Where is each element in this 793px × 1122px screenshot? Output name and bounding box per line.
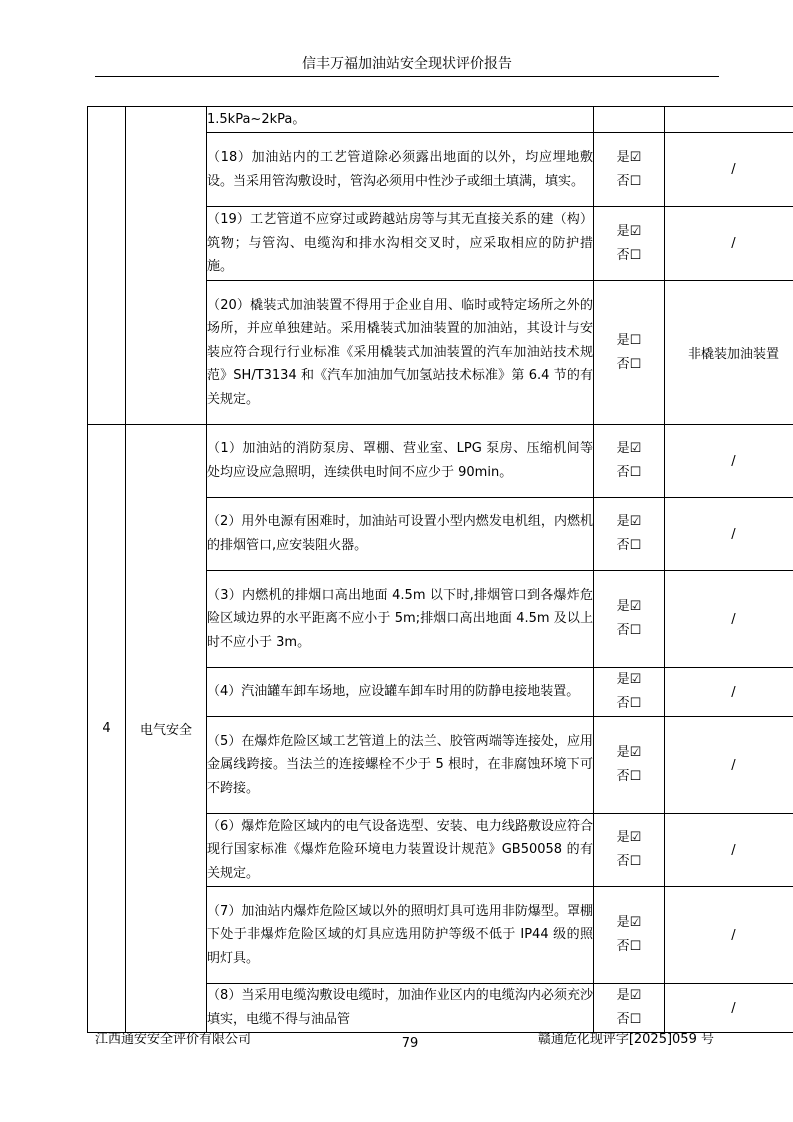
yes-no-cell bbox=[594, 571, 665, 668]
no-checkbox-label: 否☐ bbox=[616, 465, 642, 480]
yes-checkbox-label: 是☑ bbox=[616, 745, 642, 760]
evaluation-table bbox=[87, 106, 793, 1033]
note-cell: / bbox=[665, 668, 793, 717]
note-cell: / bbox=[665, 571, 793, 668]
yes-checkbox-label: 是☑ bbox=[616, 915, 642, 930]
yes-no-cell bbox=[594, 717, 665, 814]
item-text: （6）爆炸危险区域内的电气设备选型、安装、电力线路敷设应符合现行国家标准《爆炸危险环境电力装置设计规范》GB50058 的有关规定。 bbox=[207, 814, 594, 887]
yes-no-cell bbox=[594, 498, 665, 571]
yes-no-cell bbox=[594, 133, 665, 207]
item-text: （7）加油站内爆炸危险区域以外的照明灯具可选用非防爆型。罩棚下处于非爆炸危险区域的灯具应选用防护等级不低于 IP44 级的照明灯具。 bbox=[207, 887, 594, 984]
table-row bbox=[88, 107, 793, 133]
no-checkbox-label: 否☐ bbox=[616, 538, 642, 553]
footer-document-number: 赣通危化现评字[2025]059 号 bbox=[537, 1032, 714, 1047]
no-checkbox-label: 否☐ bbox=[616, 247, 642, 263]
yes-checkbox-label: 是☑ bbox=[616, 830, 642, 845]
no-checkbox-label: 否☐ bbox=[616, 1012, 642, 1027]
yes-checkbox-label: 是☑ bbox=[616, 149, 642, 165]
table-row bbox=[88, 425, 793, 498]
yes-checkbox-label: 是☐ bbox=[616, 332, 642, 348]
yes-checkbox-label: 是☑ bbox=[616, 514, 642, 529]
no-checkbox-label: 否☐ bbox=[616, 939, 642, 954]
yes-checkbox-label: 是☑ bbox=[616, 988, 642, 1003]
note-cell: / bbox=[665, 498, 793, 571]
yes-no-cell bbox=[594, 814, 665, 887]
yes-checkbox-label: 是☑ bbox=[616, 223, 642, 239]
no-checkbox-label: 否☐ bbox=[616, 769, 642, 784]
item-text: （19）工艺管道不应穿过或跨越站房等与其无直接关系的建（构）筑物；与管沟、电缆沟和排水沟相交叉时，应采取相应的防护措施。 bbox=[207, 207, 594, 281]
yes-no-cell bbox=[594, 207, 665, 281]
yes-checkbox-label: 是☑ bbox=[616, 441, 642, 456]
item-text: （3）内燃机的排烟口高出地面 4.5m 以下时,排烟管口到各爆炸危险区域边界的水平距离不应小于 5m;排烟口高出地面 4.5m 及以上时不应小于 3m。 bbox=[207, 571, 594, 668]
yes-checkbox-label: 是☑ bbox=[616, 672, 642, 687]
no-checkbox-label: 否☐ bbox=[616, 173, 642, 189]
item-text: （20）橇装式加油装置不得用于企业自用、临时或特定场所之外的场所，并应单独建站。采用橇装式加油装置的加油站，其设计与安装应符合现行行业标准《采用橇装式加油装置的汽车加油站技术规范》SH/T3134 和《汽车加油加气加氢站技术标准》第 6.4 节的有关规定。 bbox=[207, 281, 594, 425]
note-cell: / bbox=[665, 717, 793, 814]
yes-no-cell bbox=[594, 887, 665, 984]
item-text: 1.5kPa~2kPa。 bbox=[207, 107, 594, 133]
yes-no-cell bbox=[594, 107, 665, 133]
yes-no-cell bbox=[594, 425, 665, 498]
item-text: （2）用外电源有困难时，加油站可设置小型内燃发电机组，内燃机的排烟管口,应安装阻火器。 bbox=[207, 498, 594, 571]
item-text: （18）加油站内的工艺管道除必须露出地面的以外，均应埋地敷设。当采用管沟敷设时，管沟必须用中性沙子或细土填满，填实。 bbox=[207, 133, 594, 207]
note-cell: / bbox=[665, 207, 793, 281]
no-checkbox-label: 否☐ bbox=[616, 854, 642, 869]
footer-page-number: 79 bbox=[401, 1036, 419, 1051]
note-cell: / bbox=[665, 887, 793, 984]
header-title: 信丰万福加油站安全现状评价报告 bbox=[302, 56, 512, 72]
item-text: （5）在爆炸危险区域工艺管道上的法兰、胶管两端等连接处，应用金属线跨接。当法兰的连接螺栓不少于 5 根时，在非腐蚀环境下可不跨接。 bbox=[207, 717, 594, 814]
item-text: （4）汽油罐车卸车场地，应设罐车卸车时用的防静电接地装置。 bbox=[207, 668, 594, 717]
item-text: （8）当采用电缆沟敷设电缆时，加油作业区内的电缆沟内必须充沙填实，电缆不得与油品管 bbox=[207, 984, 594, 1033]
note-cell: / bbox=[665, 814, 793, 887]
group-prev-number-cell bbox=[88, 107, 126, 425]
note-cell bbox=[665, 107, 793, 133]
yes-checkbox-label: 是☑ bbox=[616, 599, 642, 614]
yes-no-cell bbox=[594, 668, 665, 717]
note-cell: 非橇装加油装置 bbox=[665, 281, 793, 425]
no-checkbox-label: 否☐ bbox=[616, 356, 642, 372]
group-number-cell: 4 bbox=[88, 425, 126, 1033]
group-prev-category-cell bbox=[126, 107, 207, 425]
note-cell: / bbox=[665, 133, 793, 207]
no-checkbox-label: 否☐ bbox=[616, 623, 642, 638]
item-text: （1）加油站的消防泵房、罩棚、营业室、LPG 泵房、压缩机间等处均应设应急照明，连续供电时间不应少于 90min。 bbox=[207, 425, 594, 498]
footer-company: 江西通安安全评价有限公司 bbox=[95, 1032, 252, 1047]
yes-no-cell bbox=[594, 281, 665, 425]
yes-no-cell bbox=[594, 984, 665, 1033]
note-cell: / bbox=[665, 425, 793, 498]
group-category-cell: 电气安全 bbox=[126, 425, 207, 1033]
note-cell: / bbox=[665, 984, 793, 1033]
page-header bbox=[95, 52, 719, 77]
no-checkbox-label: 否☐ bbox=[616, 696, 642, 711]
